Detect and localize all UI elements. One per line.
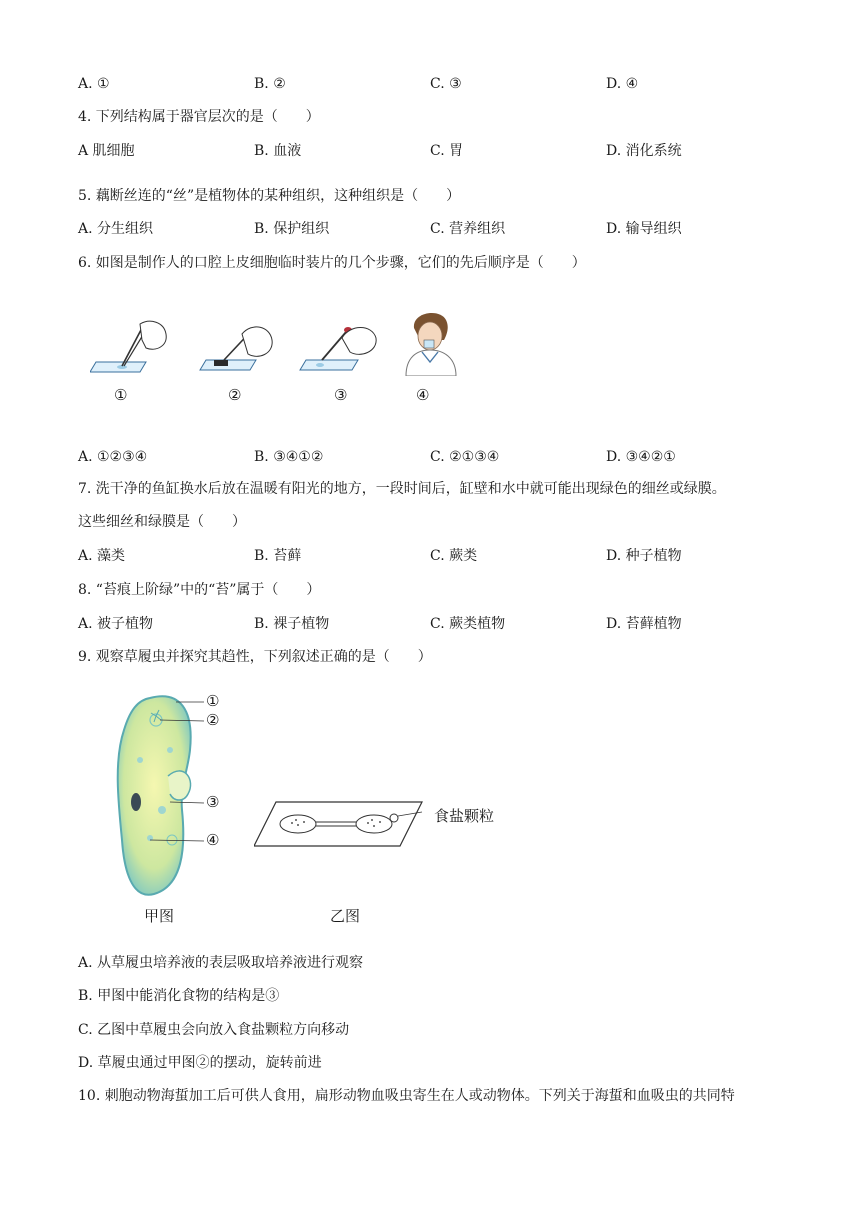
paramecium-label-4: ④ — [206, 831, 220, 849]
q6-option-b: B. ③④①② — [254, 449, 324, 465]
salt-label: 食盐颗粒 — [434, 807, 495, 825]
caption-jia: 甲图 — [144, 907, 175, 925]
q7-option-c: C. 蕨类 — [430, 548, 478, 564]
q4-stem: 4. 下列结构属于器官层次的是（ ） — [78, 109, 320, 125]
q5-option-a: A. 分生组织 — [78, 221, 154, 237]
step3-illustration — [298, 320, 380, 376]
step1-illustration — [90, 318, 170, 376]
q6-stem: 6. 如图是制作人的口腔上皮细胞临时装片的几个步骤，它们的先后顺序是（ ） — [78, 255, 586, 271]
step2-label: ② — [228, 386, 242, 404]
q3-option-d: D. ④ — [606, 76, 639, 92]
q4-option-a: A 肌细胞 — [78, 143, 135, 159]
q5-option-b: B. 保护组织 — [254, 221, 330, 237]
q8-option-c: C. 蕨类植物 — [430, 616, 506, 632]
q5-stem: 5. 藕断丝连的“丝”是植物体的某种组织，这种组织是（ ） — [78, 188, 461, 204]
q3-option-c: C. ③ — [430, 76, 462, 92]
q9-option-d: D. 草履虫通过甲图②的摆动，旋转前进 — [78, 1055, 322, 1071]
paramecium-label-3: ③ — [206, 793, 220, 811]
q8-stem: 8. “苔痕上阶绿”中的“苔”属于（ ） — [78, 582, 321, 598]
q10-stem: 10. 刺胞动物海蜇加工后可供人食用，扁形动物血吸虫寄生在人或动物体。下列关于海蜇和血吸虫的共同特 — [78, 1088, 735, 1104]
caption-yi: 乙图 — [330, 907, 361, 925]
q5-option-c: C. 营养组织 — [430, 221, 506, 237]
q7-stem-line2: 这些细丝和绿膜是（ ） — [78, 514, 246, 530]
q7-option-d: D. 种子植物 — [606, 548, 682, 564]
q3-option-a: A. ① — [78, 76, 110, 92]
q8-option-a: A. 被子植物 — [78, 616, 154, 632]
q7-stem-line1: 7. 洗干净的鱼缸换水后放在温暖有阳光的地方，一段时间后，缸壁和水中就可能出现绿色的细丝或绿膜。 — [78, 481, 726, 497]
q4-option-c: C. 胃 — [430, 143, 464, 159]
q4-option-b: B. 血液 — [254, 143, 302, 159]
q6-option-c: C. ②①③④ — [430, 449, 500, 465]
q8-option-d: D. 苔藓植物 — [606, 616, 682, 632]
q9-stem: 9. 观察草履虫并探究其趋性，下列叙述正确的是（ ） — [78, 649, 432, 665]
step2-illustration — [196, 320, 276, 378]
step4-label: ④ — [416, 386, 430, 404]
slide-illustration — [254, 798, 424, 850]
q5-option-d: D. 输导组织 — [606, 221, 682, 237]
step4-illustration — [400, 306, 462, 376]
q9-option-a: A. 从草履虫培养液的表层吸取培养液进行观察 — [78, 955, 364, 971]
paramecium-label-1: ① — [206, 692, 220, 710]
paramecium-label-2: ② — [206, 711, 220, 729]
q9-option-c: C. 乙图中草履虫会向放入食盐颗粒方向移动 — [78, 1022, 350, 1038]
q6-option-d: D. ③④②① — [606, 449, 676, 465]
q7-option-b: B. 苔藓 — [254, 548, 302, 564]
q8-option-b: B. 裸子植物 — [254, 616, 330, 632]
q6-option-a: A. ①②③④ — [78, 449, 148, 465]
q3-option-b: B. ② — [254, 76, 286, 92]
step1-label: ① — [114, 386, 128, 404]
q7-option-a: A. 藻类 — [78, 548, 126, 564]
q9-option-b: B. 甲图中能消化食物的结构是③ — [78, 988, 280, 1004]
q4-option-d: D. 消化系统 — [606, 143, 682, 159]
step3-label: ③ — [334, 386, 348, 404]
